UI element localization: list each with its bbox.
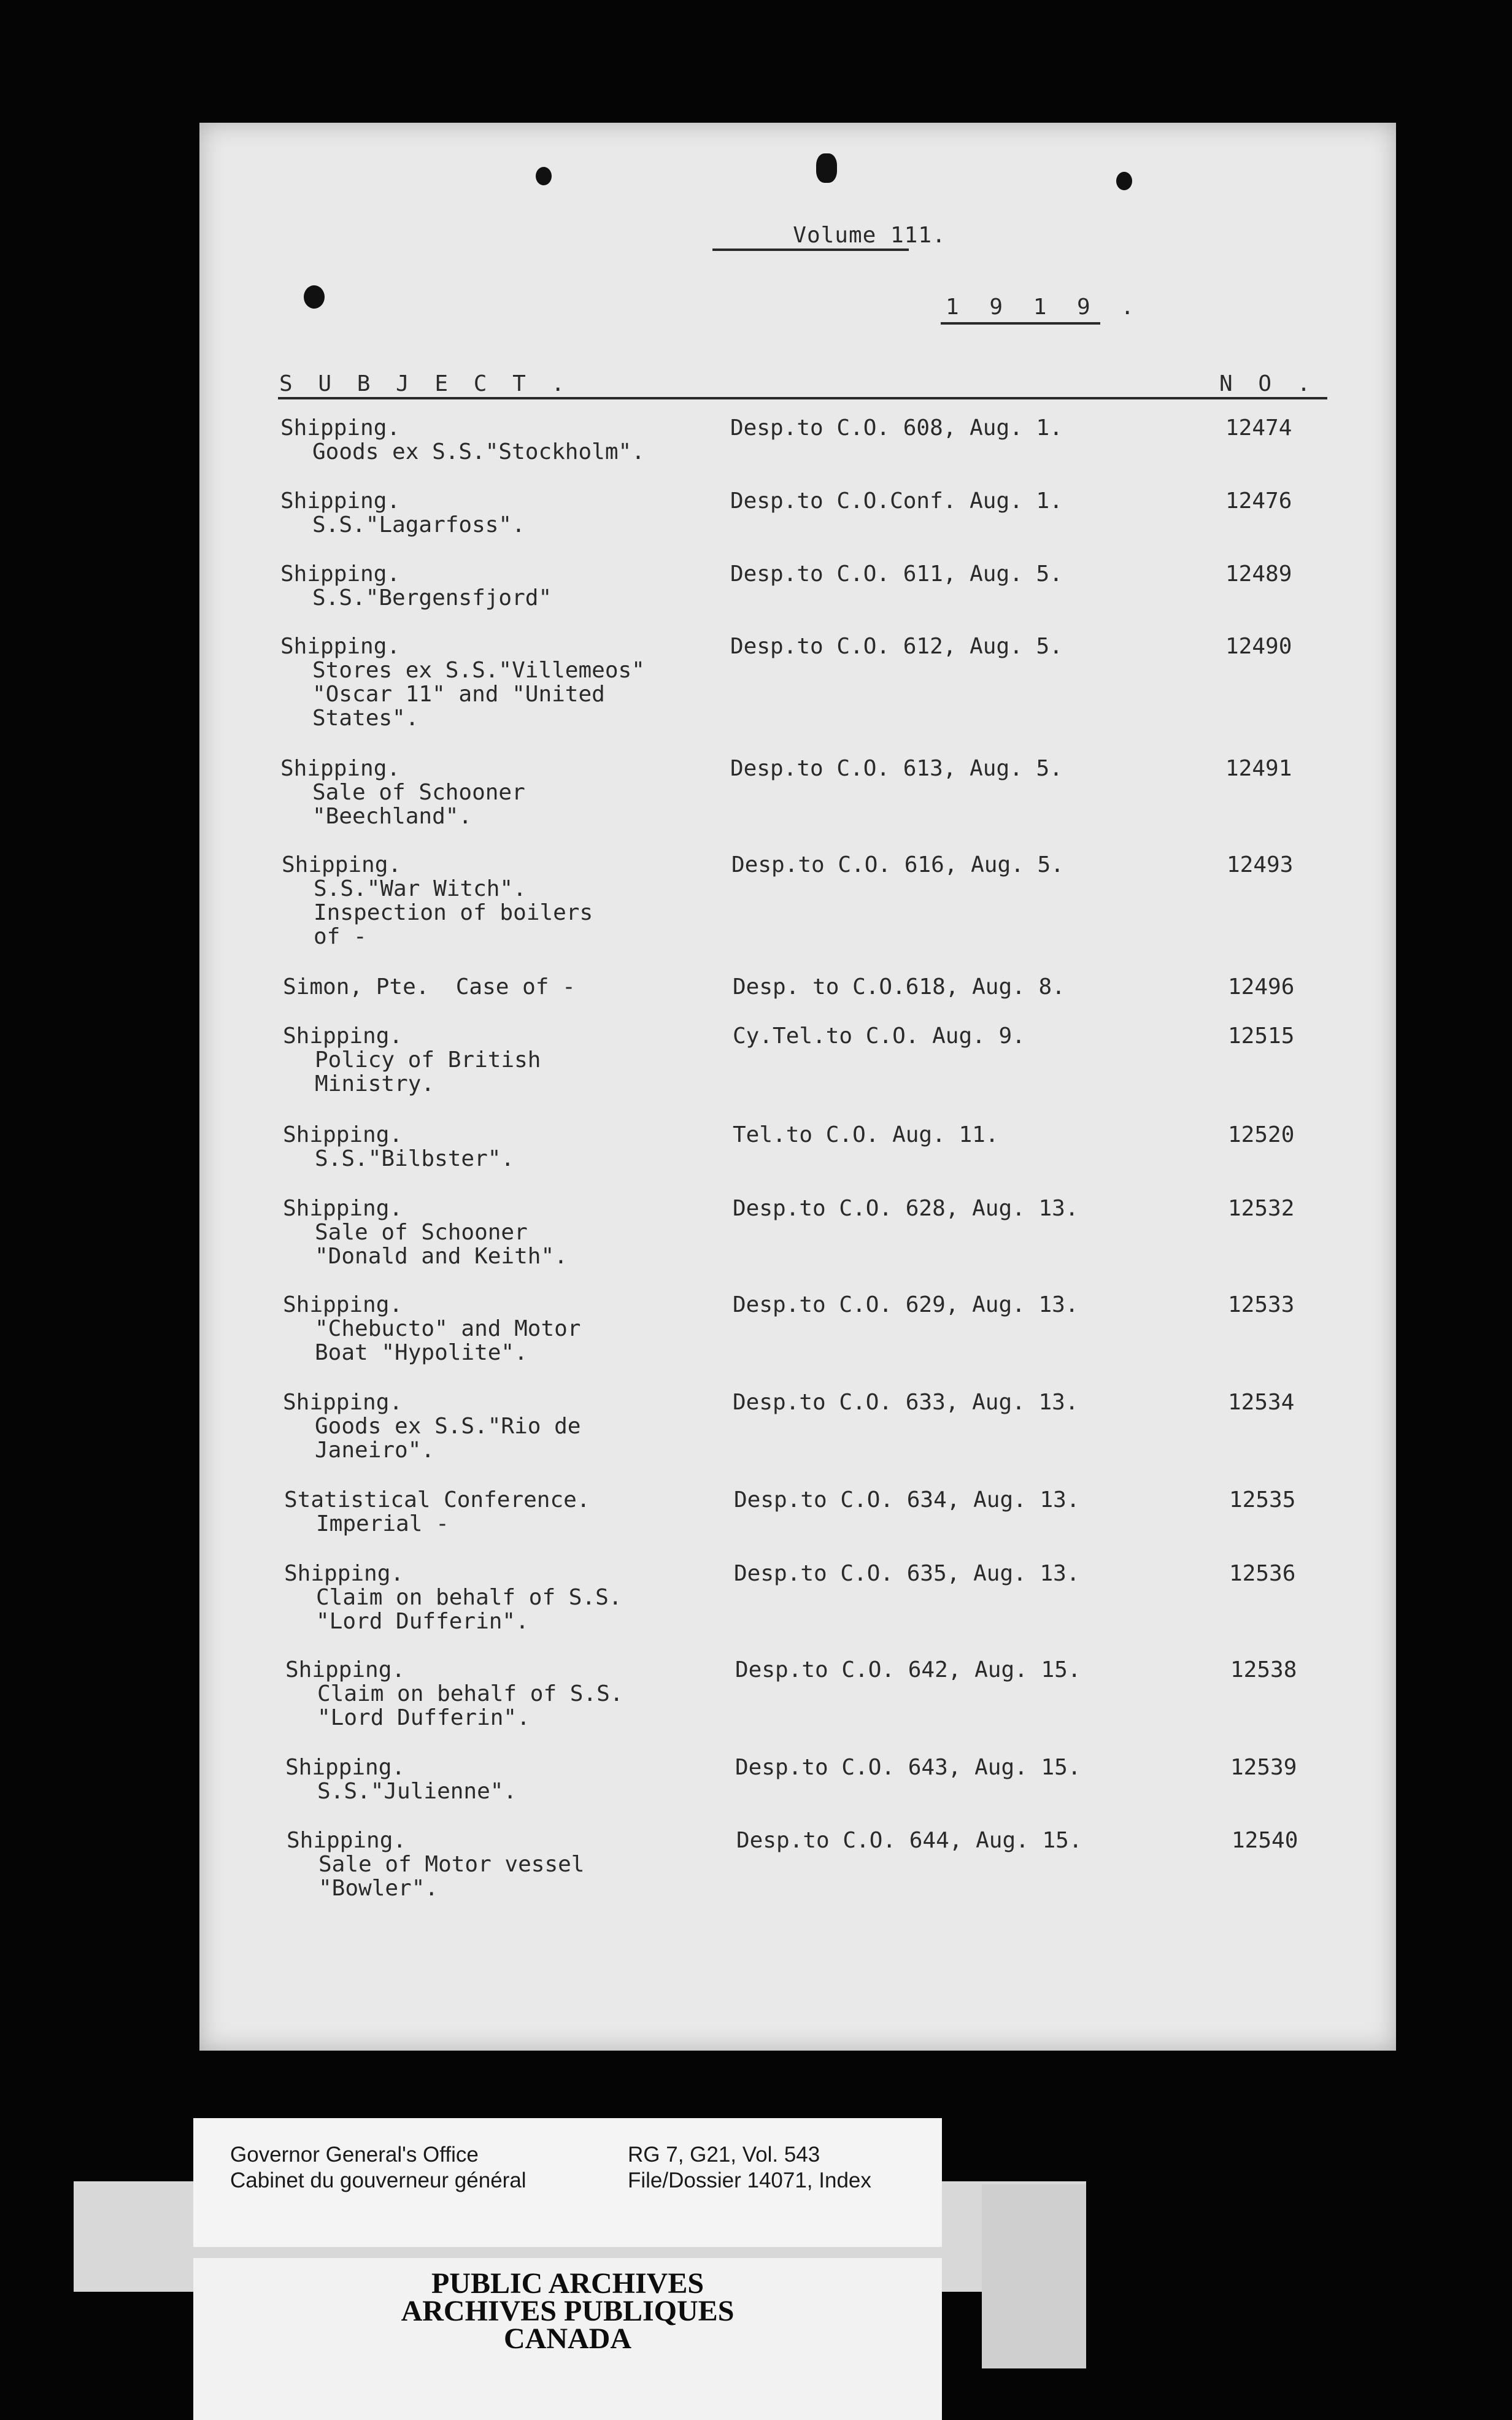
entry-subject-detail: of - [314, 924, 367, 949]
entry-subject-detail: S.S."Bergensfjord" [312, 585, 552, 611]
entry-subject [283, 1197, 568, 1268]
volume-underline [712, 249, 909, 251]
entry-subject-detail: Boat "Hypolite". [315, 1340, 528, 1365]
entry-subject-heading: Shipping. [283, 1023, 403, 1049]
entry-despatch-reference: Cy.Tel.to C.O. Aug. 9. [733, 1023, 1025, 1049]
entry-subject-detail: States". [312, 706, 419, 731]
entry-subject [283, 1390, 580, 1462]
entry-despatch-reference: Desp.to C.O. 644, Aug. 15. [736, 1828, 1082, 1853]
entry-subject-heading: Shipping. [280, 756, 401, 781]
entry-number: 12533 [1228, 1292, 1295, 1317]
punch-hole-left [536, 167, 552, 185]
entry-despatch-reference: Desp.to C.O. 612, Aug. 5. [730, 634, 1063, 659]
entry-number: 12535 [1229, 1487, 1296, 1512]
entry-subject-detail: "Oscar 11" and "United [312, 682, 605, 707]
entry-subject-heading: Shipping. [283, 1196, 403, 1221]
entry-subject-detail: "Chebucto" and Motor [315, 1316, 581, 1341]
entry-subject [280, 489, 525, 537]
entry-subject-detail: S.S."War Witch". [314, 876, 526, 901]
entry-number: 12493 [1227, 852, 1294, 877]
entry-despatch-reference: Desp.to C.O. 629, Aug. 13. [733, 1292, 1079, 1317]
entry-subject-heading: Shipping. [283, 1292, 403, 1317]
entry-despatch-reference: Tel.to C.O. Aug. 11. [733, 1122, 999, 1147]
entry-subject-detail: Claim on behalf of S.S. [317, 1681, 623, 1706]
entry-subject [287, 1828, 584, 1900]
entry-number: 12538 [1230, 1657, 1297, 1682]
entry-subject [284, 1488, 590, 1536]
entry-despatch-reference: Desp.to C.O. 635, Aug. 13. [734, 1561, 1080, 1586]
entry-number: 12520 [1228, 1122, 1295, 1147]
punch-hole-right [1116, 172, 1132, 190]
entry-number: 12474 [1225, 415, 1292, 441]
entry-subject-detail: "Lord Dufferin". [316, 1609, 529, 1634]
year-heading: 1 9 1 9 . [946, 295, 1143, 320]
entry-subject-heading: Shipping. [285, 1755, 406, 1780]
entry-despatch-reference: Desp. to C.O.618, Aug. 8. [733, 974, 1065, 1000]
entry-subject-detail: Inspection of boilers [314, 900, 593, 925]
punch-hole-margin [304, 285, 325, 309]
entry-subject-detail: "Lord Dufferin". [317, 1705, 530, 1730]
entry-number: 12534 [1228, 1390, 1295, 1415]
entry-subject [285, 1658, 623, 1730]
entry-subject-heading: Shipping. [280, 415, 401, 441]
entry-subject-heading: Shipping. [285, 1657, 406, 1682]
entry-number: 12491 [1225, 756, 1292, 781]
entry-subject-heading: Shipping. [280, 561, 401, 587]
entry-despatch-reference: Desp.to C.O. 643, Aug. 15. [735, 1755, 1081, 1780]
entry-subject-detail: Goods ex S.S."Rio de [315, 1414, 581, 1439]
entry-number: 12489 [1225, 561, 1292, 587]
entry-number: 12539 [1230, 1755, 1297, 1780]
entry-subject [283, 1123, 514, 1171]
entry-subject [283, 1024, 541, 1096]
year-underline [941, 322, 1100, 325]
entry-subject-heading: Shipping. [287, 1828, 407, 1853]
entry-subject-heading: Shipping. [284, 1561, 404, 1586]
entry-subject-detail: S.S."Lagarfoss". [312, 512, 525, 538]
entry-subject-heading: Simon, Pte. Case of - [283, 974, 576, 1000]
entry-number: 12476 [1225, 488, 1292, 514]
entry-subject-heading: Shipping. [283, 1122, 403, 1147]
entry-subject [284, 1562, 622, 1633]
entry-despatch-reference: Desp.to C.O. 634, Aug. 13. [734, 1487, 1080, 1512]
stamp-line-1: PUBLIC ARCHIVES [431, 2267, 704, 2300]
entry-subject-detail: Sale of Schooner [312, 780, 525, 805]
entry-subject-detail: "Donald and Keith". [315, 1244, 568, 1269]
entry-despatch-reference: Desp.to C.O. 611, Aug. 5. [730, 561, 1063, 587]
public-archives-stamp [193, 2258, 942, 2420]
entry-subject-detail: Janeiro". [315, 1438, 435, 1463]
stamp-line-2: ARCHIVES PUBLIQUES [401, 2295, 735, 2327]
entry-subject-detail: Sale of Motor vessel [318, 1852, 585, 1877]
entry-despatch-reference: Desp.to C.O. 616, Aug. 5. [731, 852, 1064, 877]
label-backing-tab [982, 2184, 1086, 2368]
entry-subject [280, 634, 645, 730]
entry-subject-heading: Shipping. [282, 852, 402, 877]
office-english: Governor General's Office [230, 2143, 479, 2167]
entry-subject-detail: S.S."Julienne". [317, 1779, 517, 1804]
entry-subject-heading: Statistical Conference. [284, 1487, 590, 1512]
entry-subject-heading: Shipping. [283, 1390, 403, 1415]
entry-subject [283, 1293, 580, 1365]
entry-subject [280, 562, 552, 610]
entry-number: 12540 [1232, 1828, 1298, 1853]
entry-number: 12515 [1228, 1023, 1295, 1049]
entry-number: 12496 [1228, 974, 1295, 1000]
entry-number: 12536 [1229, 1561, 1296, 1586]
entry-despatch-reference: Desp.to C.O. 642, Aug. 15. [735, 1657, 1081, 1682]
entry-subject-heading: Shipping. [280, 488, 401, 514]
entry-subject-heading: Shipping. [280, 634, 401, 659]
entry-despatch-reference: Desp.to C.O. 613, Aug. 5. [730, 756, 1063, 781]
entry-subject-detail: Goods ex S.S."Stockholm". [312, 439, 645, 464]
entry-despatch-reference: Desp.to C.O. 608, Aug. 1. [730, 415, 1063, 441]
entry-subject [282, 853, 593, 949]
entry-subject-detail: Stores ex S.S."Villemeos" [312, 658, 645, 683]
stamp-line-3: CANADA [504, 2322, 631, 2355]
entry-number: 12532 [1228, 1196, 1295, 1221]
office-french: Cabinet du gouverneur général [230, 2168, 526, 2192]
entry-subject-detail: Sale of Schooner [315, 1220, 528, 1245]
volume-heading: Volume 111. [793, 223, 946, 248]
entry-subject [280, 416, 645, 464]
record-group-reference: RG 7, G21, Vol. 543 [628, 2143, 820, 2167]
document-page [199, 123, 1396, 2051]
entry-subject-detail: Policy of British [315, 1047, 541, 1073]
header-rule [278, 397, 1327, 399]
entry-subject-detail: Imperial - [316, 1511, 449, 1536]
entry-subject [283, 975, 576, 999]
file-dossier-reference: File/Dossier 14071, Index [628, 2168, 871, 2192]
entry-subject-detail: S.S."Bilbster". [315, 1146, 515, 1171]
entry-despatch-reference: Desp.to C.O.Conf. Aug. 1. [730, 488, 1063, 514]
archive-reference-card [193, 2118, 942, 2247]
entry-subject-detail: Claim on behalf of S.S. [316, 1585, 622, 1610]
entry-subject-detail: "Bowler". [318, 1876, 439, 1901]
punch-hole-center [816, 153, 837, 183]
entry-subject [280, 757, 525, 828]
entry-subject [285, 1755, 517, 1803]
column-header-number: N O . [1219, 371, 1317, 396]
entry-subject-detail: "Beechland". [312, 804, 472, 829]
entry-subject-detail: Ministry. [315, 1071, 435, 1096]
entry-number: 12490 [1225, 634, 1292, 659]
column-header-subject: S U B J E C T . [279, 371, 571, 396]
entry-despatch-reference: Desp.to C.O. 628, Aug. 13. [733, 1196, 1079, 1221]
entry-despatch-reference: Desp.to C.O. 633, Aug. 13. [733, 1390, 1079, 1415]
